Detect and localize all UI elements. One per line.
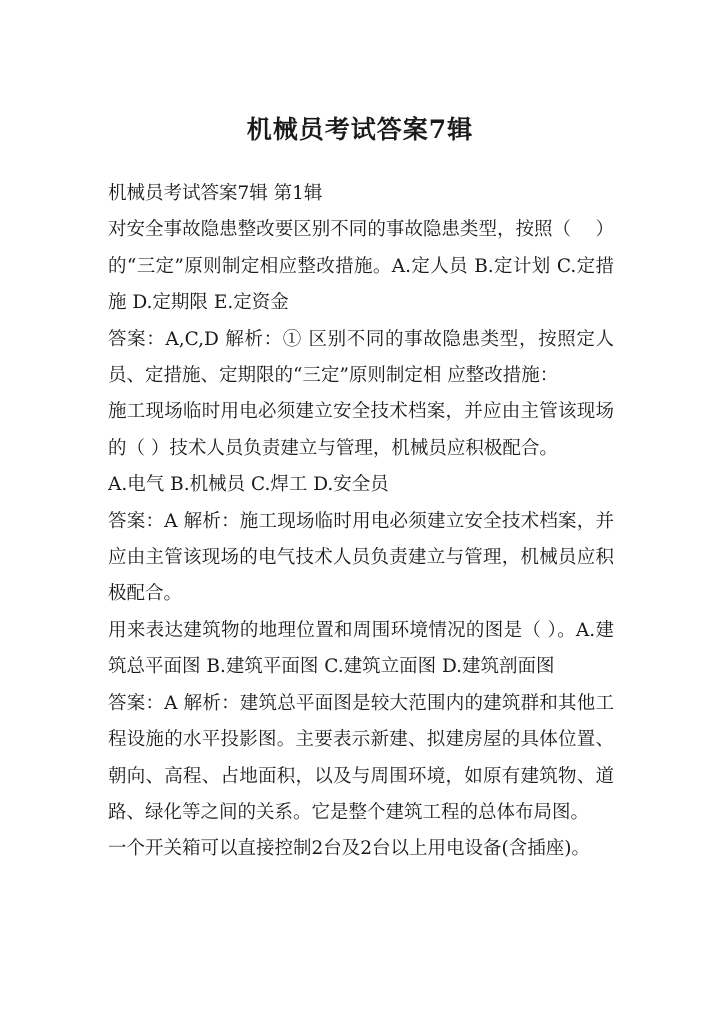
answer-paragraph: 答案：A 解析：建筑总平面图是较大范围内的建筑群和其他工程设施的水平投影图。主要表示新建、拟建房屋的具体位置、朝向、高程、占地面积，以及与周围环境，如原有建筑物、道路、绿化等之间的关系。它是整个建筑工程的总体布局图。: [108, 692, 614, 823]
document-title: 机械员考试答案7辑: [246, 115, 474, 144]
question-paragraph: 对安全事故隐患整改要区别不同的事故隐患类型，按照（ ）的“三定”原则制定相应整改措施。A.定人员 B.定计划 C.定措施 D.定期限 E.定资金: [108, 219, 614, 314]
question-paragraph: 施工现场临时用电必须建立安全技术档案，并应由主管该现场的（ ）技术人员负责建立与管理，机械员应积极配合。: [108, 401, 614, 459]
question-paragraph: 一个开关箱可以直接控制2台及2台以上用电设备(含插座)。: [108, 838, 590, 860]
answer-paragraph: 答案：A 解析：施工现场临时用电必须建立安全技术档案，并应由主管该现场的电气技术人员负责建立与管理，机械员应积极配合。: [108, 510, 614, 605]
document-body: [108, 176, 614, 868]
question-paragraph: 用来表达建筑物的地理位置和周围环境情况的图是（ ）。A.建筑总平面图 B.建筑平面图 C.建筑立面图 D.建筑剖面图: [108, 619, 614, 678]
answer-paragraph: 答案：A,C,D 解析：① 区别不同的事故隐患类型，按照定人员、定措施、定期限的“三定”原则制定相 应整改措施：: [108, 328, 614, 387]
section-heading: 机械员考试答案7辑 第1辑: [108, 183, 323, 204]
options-paragraph: A.电气 B.机械员 C.焊工 D.安全员: [108, 474, 389, 496]
